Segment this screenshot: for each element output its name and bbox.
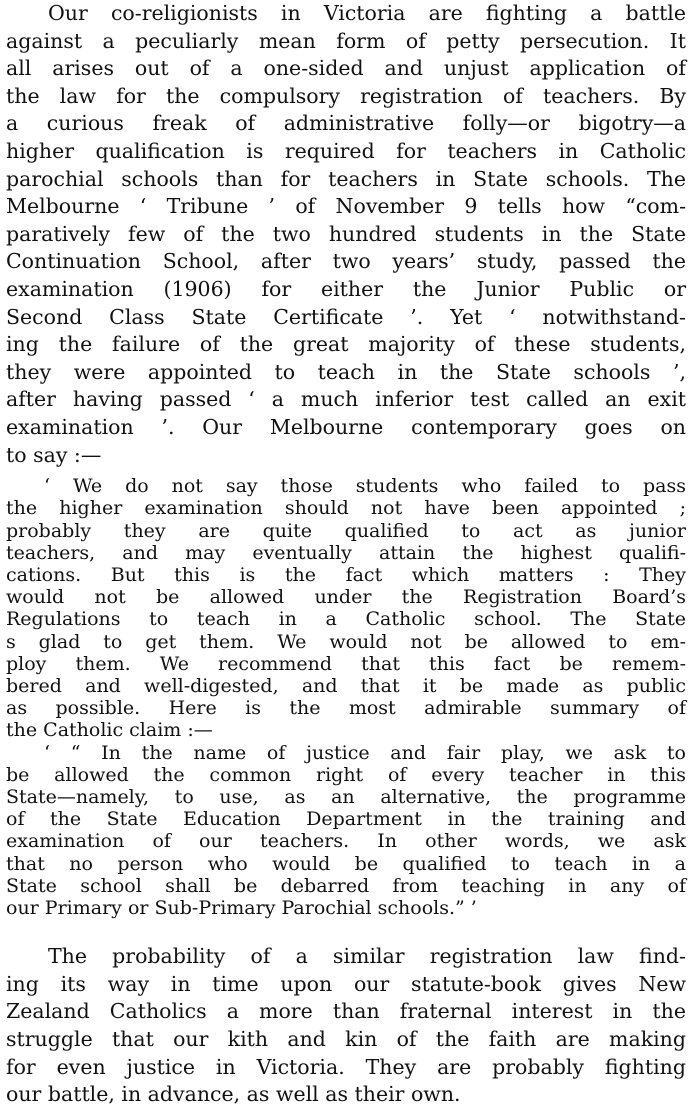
text-line: examination ’. Our Melbourne contemporary goes on <box>6 414 686 439</box>
nested-quote-line: that no person who would be qualified to teach in a <box>6 852 686 875</box>
text-line: the law for the compulsory registration of teachers. By <box>6 83 686 108</box>
paragraph-closing <box>6 943 686 1109</box>
quote-line: Regulations to teach in a Catholic school. The State <box>6 608 686 631</box>
nested-quote-line: State school shall be debarred from teaching in any of <box>6 874 686 897</box>
text-line: to say :— <box>6 442 102 467</box>
text-line: ing the failure of the great majority of these students, <box>6 332 686 357</box>
text-line: against a peculiarly mean form of petty persecution. It <box>6 28 686 53</box>
text-line: a curious freak of administrative folly—or bigotry—a <box>6 111 686 136</box>
quote-line: the higher examination should not have been appointed ; <box>6 497 686 520</box>
nested-quote-line: examination of our teachers. In other words, we ask <box>6 830 686 853</box>
text-line: for even justice in Victoria. They are probably fighting <box>6 1054 686 1079</box>
nested-quote-line: ‘ “ In the name of justice and fair play, we ask to <box>44 741 686 764</box>
text-line: Continuation School, after two years’ study, passed the <box>6 249 686 274</box>
quote-line: the Catholic claim :— <box>6 719 213 742</box>
nested-quote-line: State—namely, to use, as an alternative, the programme <box>6 785 686 808</box>
quoted-passage <box>6 475 686 919</box>
text-line: Zealand Catholics a more than fraternal interest in the <box>6 999 686 1024</box>
text-line: higher qualification is required for teachers in Catholic <box>6 138 686 163</box>
text-line: The probability of a similar registration law find- <box>48 944 686 969</box>
quote-line: would not be allowed under the Registration Board’s <box>6 586 686 609</box>
text-line: Second Class State Certificate ’. Yet ‘ notwithstand- <box>6 304 686 329</box>
quote-line: cations. But this is the fact which matters : They <box>6 563 686 586</box>
text-line: paratively few of the two hundred students in the State <box>6 221 686 246</box>
text-line: examination (1906) for either the Junior Public or <box>6 276 686 301</box>
text-line: they were appointed to teach in the State schools ’, <box>6 359 686 384</box>
text-line: after having passed ‘ a much inferior test called an exit <box>6 387 686 412</box>
quote-line: s glad to get them. We would not be allowed to em- <box>6 630 686 653</box>
text-line: struggle that our kith and kin of the faith are making <box>6 1026 686 1051</box>
text-line: parochial schools than for teachers in State schools. The <box>6 166 686 191</box>
quote-line: bered and well-digested, and that it be made as public <box>6 674 686 697</box>
text-line: all arises out of a one-sided and unjust application of <box>6 56 686 81</box>
quote-line: teachers, and may eventually attain the highest qualifi- <box>6 541 686 564</box>
quote-line: probably they are quite qualified to act as junior <box>6 519 686 542</box>
nested-quote-line: of the State Education Department in the training and <box>6 808 686 831</box>
text-line: Our co-religionists in Victoria are fighting a battle <box>48 1 686 25</box>
nested-quote-line: be allowed the common right of every teacher in this <box>6 763 686 786</box>
text-line: Melbourne ‘ Tribune ’ of November 9 tells how “com- <box>6 194 686 219</box>
quote-line: ploy them. We recommend that this fact be remem- <box>6 652 686 675</box>
paragraph-intro <box>6 0 686 469</box>
text-line: ing its way in time upon our statute-book gives New <box>6 971 686 996</box>
quote-line: as possible. Here is the most admirable summary of <box>6 697 686 720</box>
text-line: our battle, in advance, as well as their own. <box>6 1082 461 1107</box>
nested-quote-line: our Primary or Sub-Primary Parochial schools.” ’ <box>6 896 477 919</box>
quote-line: ‘ We do not say those students who failed to pass <box>44 475 686 498</box>
